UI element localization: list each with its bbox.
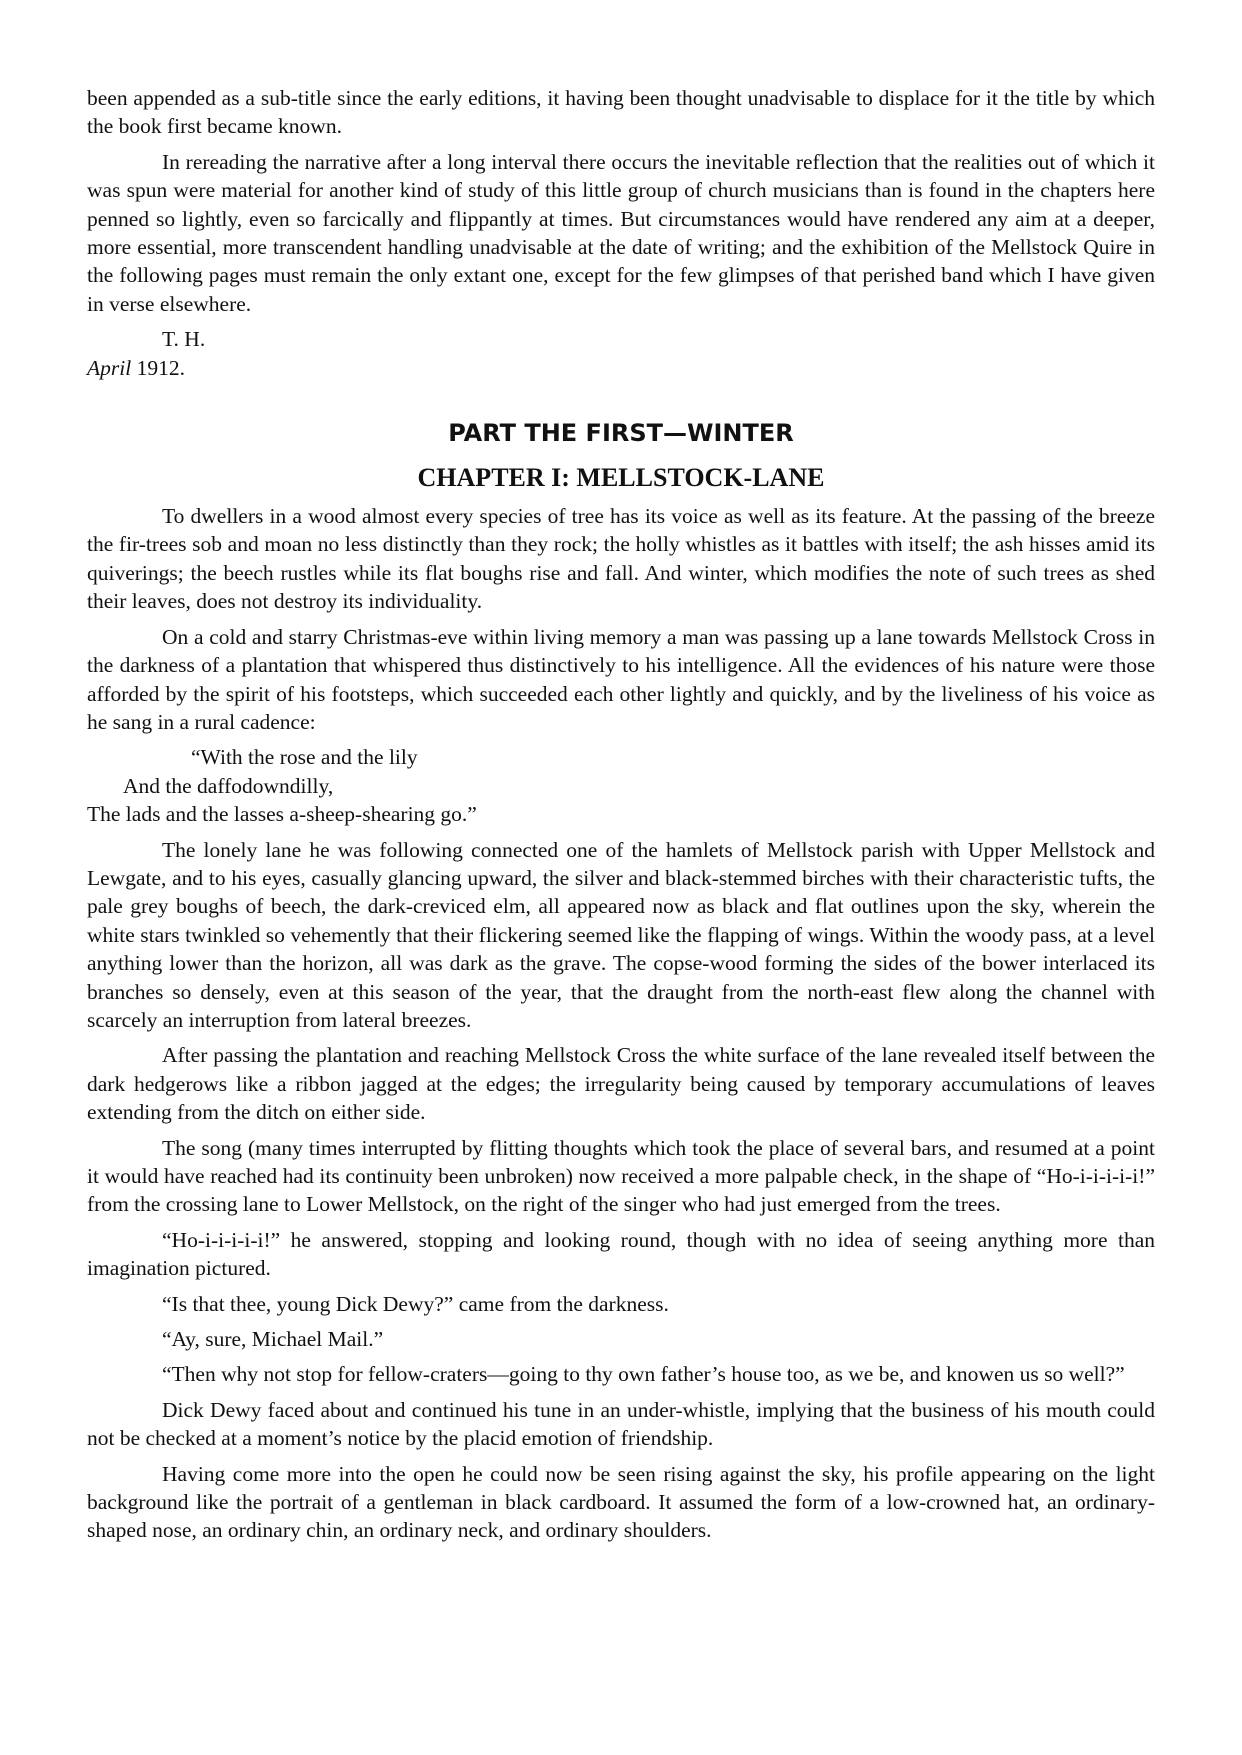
chapter-paragraph: On a cold and starry Christmas-eve within living memory a man was passing up a lane towards Mellstock Cross in the darkness of a plantation that whispered thus distinctively to his intelligence. All the evidences of his nature were those afforded by the spirit of his footsteps, which succeeded each other lightly and quickly, and by the liveliness of his voice as he sang in a rural cadence: (87, 624, 1155, 734)
chapter-paragraph: After passing the plantation and reaching Mellstock Cross the white surface of the lane revealed itself between the dark hedgerows like a ribbon jagged at the edges; the irregularity being caused by temporary accumulations of leaves extending from the ditch on either side. (87, 1043, 1155, 1125)
chapter-paragraph: Dick Dewy faced about and continued his tune in an under-whistle, implying that the business of his mouth could not be checked at a moment’s notice by the placid emotion of friendship. (87, 1397, 1155, 1451)
date-year: 1912. (131, 355, 185, 380)
preface-paragraph: In rereading the narrative after a long interval there occurs the inevitable reflection that the realities out of which it was spun were material for another kind of study of this little group of church musicians than is found in the chapters here penned so lightly, even so farcically and flippantly at times. But circumstances would have rendered any aim at a deeper, more essential, more transcendent handling unadvisable at the date of writing; and the exhibition of the Mellstock Quire in the following pages must remain the only extant one, except for the few glimpses of that perished band which I have given in verse elsewhere. (87, 149, 1155, 316)
chapter-heading: CHAPTER I: MELLSTOCK-LANE (417, 463, 825, 493)
verse-line: “With the rose and the lily (191, 745, 418, 770)
document-page (87, 84, 1155, 1552)
preface-date (87, 354, 1155, 382)
chapter-paragraph: Having come more into the open he could now be seen rising against the sky, his profile appearing on the light background like the portrait of a gentleman in black cardboard. It assumed the form of a low-crowned hat, an ordinary-shaped nose, an ordinary chin, an ordinary neck, and ordinary shoulders. (87, 1461, 1155, 1543)
chapter-paragraph: “Ay, sure, Michael Mail.” (162, 1327, 384, 1352)
chapter-paragraph: “Is that thee, young Dick Dewy?” came from the darkness. (162, 1291, 669, 1316)
preface-continuation: been appended as a sub-title since the early editions, it having been thought unadvisable to displace for it the title by which the book first became known. (87, 86, 1155, 139)
verse-line: The lads and the lasses a-sheep-shearing go.” (87, 802, 477, 827)
chapter-paragraph: “Ho-i-i-i-i-i!” he answered, stopping and looking round, though with no idea of seeing anything more than imagination pictured. (87, 1227, 1155, 1281)
song-verse (87, 743, 1155, 828)
date-month: April (87, 355, 132, 380)
chapter-paragraph: The song (many times interrupted by flitting thoughts which took the place of several bars, and resumed at a point it would have reached had its continuity been unbroken) now received a more palpable check, in the shape of “Ho-i-i-i-i-i!” from the crossing lane to Lower Mellstock, on the right of the singer who had just emerged from the trees. (87, 1135, 1155, 1217)
preface-signature: T. H. (162, 327, 206, 352)
chapter-paragraph: To dwellers in a wood almost every species of tree has its voice as well as its feature. At the passing of the breeze the fir-trees sob and moan no less distinctly than they rock; the holly whistles as it battles with itself; the ash hisses amid its quiverings; the beech rustles while its flat boughs rise and fall. And winter, which modifies the note of such trees as shed their leaves, does not destroy its individuality. (87, 504, 1155, 614)
chapter-paragraph: The lonely lane he was following connected one of the hamlets of Mellstock parish with Upper Mellstock and Lewgate, and to his eyes, casually glancing upward, the silver and black-stemmed birches with their characteristic tufts, the pale grey boughs of beech, the dark-creviced elm, all appeared now as black and flat outlines upon the sky, wherein the white stars twinkled so vehemently that their flickering seemed like the flapping of wings. Within the woody pass, at a level anything lower than the horizon, all was dark as the grave. The copse-wood forming the sides of the bower interlaced its branches so densely, even at this season of the year, that the draught from the north-east flew along the channel with scarcely an interruption from lateral breezes. (87, 837, 1155, 1032)
chapter-paragraph: “Then why not stop for fellow-craters—going to thy own father’s house too, as we be, and knowen us so well?” (162, 1362, 1125, 1387)
verse-line: And the daffodowndilly, (123, 773, 334, 798)
part-heading: PART THE FIRST—WINTER (448, 419, 794, 448)
